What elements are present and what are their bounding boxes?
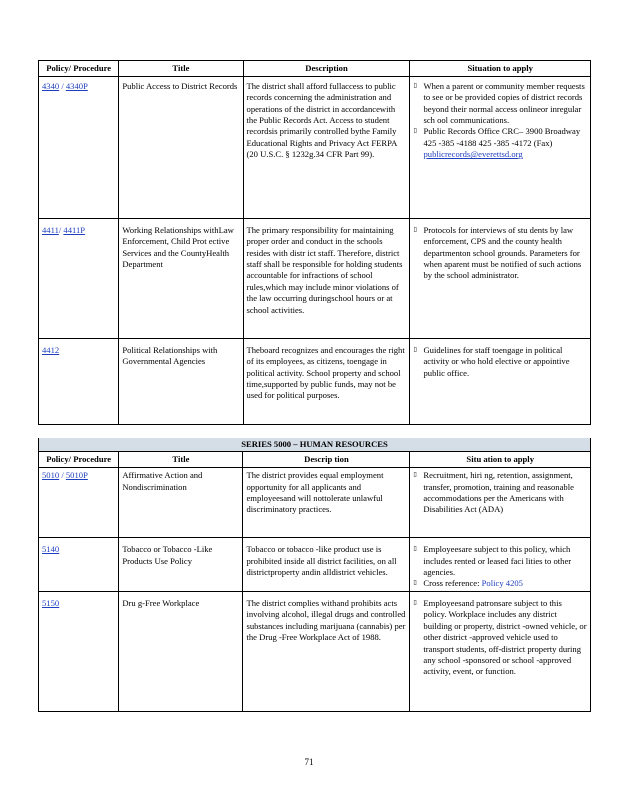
policy-link[interactable]: 5140 <box>42 544 60 555</box>
situation-cell <box>410 591 591 711</box>
situation-item: ▯ Guidelines for staff toengage in political activity or who hold elective or appointive public office. <box>413 345 587 379</box>
policy-cell <box>39 591 119 711</box>
cross-reference-value: Policy 4205 <box>481 578 523 589</box>
page-number: 71 <box>304 757 314 767</box>
table-row <box>39 591 591 711</box>
table-row <box>39 538 591 592</box>
situation-item: ▯ Protocols for interviews of stu dents by law enforcement, CPS and the county health departmenton school grounds. Parameters for when aparent must be notified of such actions by the school administrator. <box>413 225 587 282</box>
policy-cell <box>39 218 119 338</box>
description-cell: Theboard recognizes and encourages the right of its employees, as citizens, toengage in political activity. School property and school time,supported by public funds, may not be used for political purposes. <box>243 338 410 424</box>
title-cell: Working Relationships withLaw Enforcement, Child Prot ective Services and the CountyHealth Department <box>119 218 243 338</box>
policy-link[interactable]: 5010P <box>65 470 88 481</box>
policy-cell <box>39 338 119 424</box>
policy-separator: / <box>58 224 64 235</box>
table-row <box>39 338 591 424</box>
description-cell: The district complies withand prohibits acts involving alcohol, illegal drugs and controlled substances including marijuana (cannabis) per the Drug -Free Workplace Act of 1988. <box>243 591 410 711</box>
situation-cell <box>410 538 591 592</box>
situation-item: ▯ Recruitment, hiri ng, retention, assignment, transfer, promotion, training and reasonable accommodations per the Americans with Disabilities Act (ADA) <box>413 470 587 516</box>
policy-cell <box>39 538 119 592</box>
situation-cell <box>410 468 591 538</box>
table-header-row <box>39 452 591 468</box>
description-cell: The district provides equal employment opportunity for all applicants and employeesand will nottolerate unlawful discriminatory practices. <box>243 468 410 538</box>
policy-cell <box>39 76 119 218</box>
policy-separator: / <box>59 470 66 481</box>
situation-item <box>413 578 587 589</box>
situation-item: ▯ Employeesand patronsare subject to this policy. Workplace includes any district building or property, district -owned vehicle, or other district -approved vehicle used to transport students, off-district property during any school -sponsored or school -approved activity, event, or function. <box>413 598 587 678</box>
email-link[interactable]: publicrecords@everettsd.org <box>423 149 523 160</box>
policy-cell <box>39 468 119 538</box>
title-cell: Political Relationships with Governmental Agencies <box>119 338 243 424</box>
policy-table-4000 <box>38 60 591 425</box>
table-row <box>39 468 591 538</box>
situation-cell <box>410 338 591 424</box>
title-cell: Tobacco or Tobacco -Like Products Use Policy <box>119 538 243 592</box>
description-cell: Tobacco or tobacco -like product use is prohibited inside all district facilities, on all districtproperty andin alldistrict vehicles. <box>243 538 410 592</box>
col-header-situation: Situ ation to apply <box>410 452 591 468</box>
cross-reference-label: Cross reference: <box>423 578 480 589</box>
situation-item: ▯ Employeesare subject to this policy, which includes rented or leased faci lities to other agencies. <box>413 544 587 578</box>
table-row <box>39 218 591 338</box>
policy-link[interactable]: 5010 <box>42 470 60 481</box>
policy-link[interactable]: 4411 <box>42 224 59 235</box>
policy-link[interactable]: 4340 <box>42 80 60 91</box>
title-cell: Public Access to District Records <box>119 76 243 218</box>
situation-item: ▯ When a parent or community member requests to see or be provided copies of district records beyond their normal access onlineor inregular sch ool communications. <box>413 81 587 127</box>
policy-link[interactable]: 4412 <box>42 344 60 355</box>
situation-text: Public Records Office CRC– 3900 Broadway 425 -385 -4188 425 -385 -4172 (Fax) <box>423 126 581 148</box>
policy-table-5000 <box>38 438 591 712</box>
situation-item <box>413 126 587 160</box>
policy-link[interactable]: 4340P <box>65 80 88 91</box>
table-row <box>39 76 591 218</box>
col-header-situation: Situation to apply <box>410 61 591 77</box>
situation-cell <box>410 218 591 338</box>
series-title: SERIES 5000 – HUMAN RESOURCES <box>39 438 591 452</box>
description-cell: The district shall afford fullaccess to public records concerning the administration and operations of the district in accordancewith the Public Records Act. Access to student recordsis primarily controlled bythe Family Educational Rights and Privacy Act FERPA (20 U.S.C. § 1232g.34 CFR Part 99). <box>243 76 410 218</box>
policy-link[interactable]: 4411P <box>63 224 86 235</box>
title-cell: Affirmative Action and Nondiscrimination <box>119 468 243 538</box>
col-header-title: Title <box>119 452 243 468</box>
title-cell: Dru g-Free Workplace <box>119 591 243 711</box>
policy-link[interactable]: 5150 <box>42 597 60 608</box>
col-header-description: Description <box>243 61 410 77</box>
table-header-row <box>39 61 591 77</box>
policy-separator: / <box>59 80 66 91</box>
col-header-policy: Policy/ Procedure <box>39 452 119 468</box>
series-header-row <box>39 438 591 452</box>
col-header-description: Descrip tion <box>243 452 410 468</box>
col-header-title: Title <box>119 61 243 77</box>
description-cell: The primary responsibility for maintaining proper order and conduct in the schools resides with distr ict staff. Therefore, district staff shall be responsible for holding students accountable for infractions of school rules,which may include minor violations of the law occurring duringschool hours or at school activities. <box>243 218 410 338</box>
situation-cell <box>410 76 591 218</box>
col-header-policy: Policy/ Procedure <box>39 61 119 77</box>
